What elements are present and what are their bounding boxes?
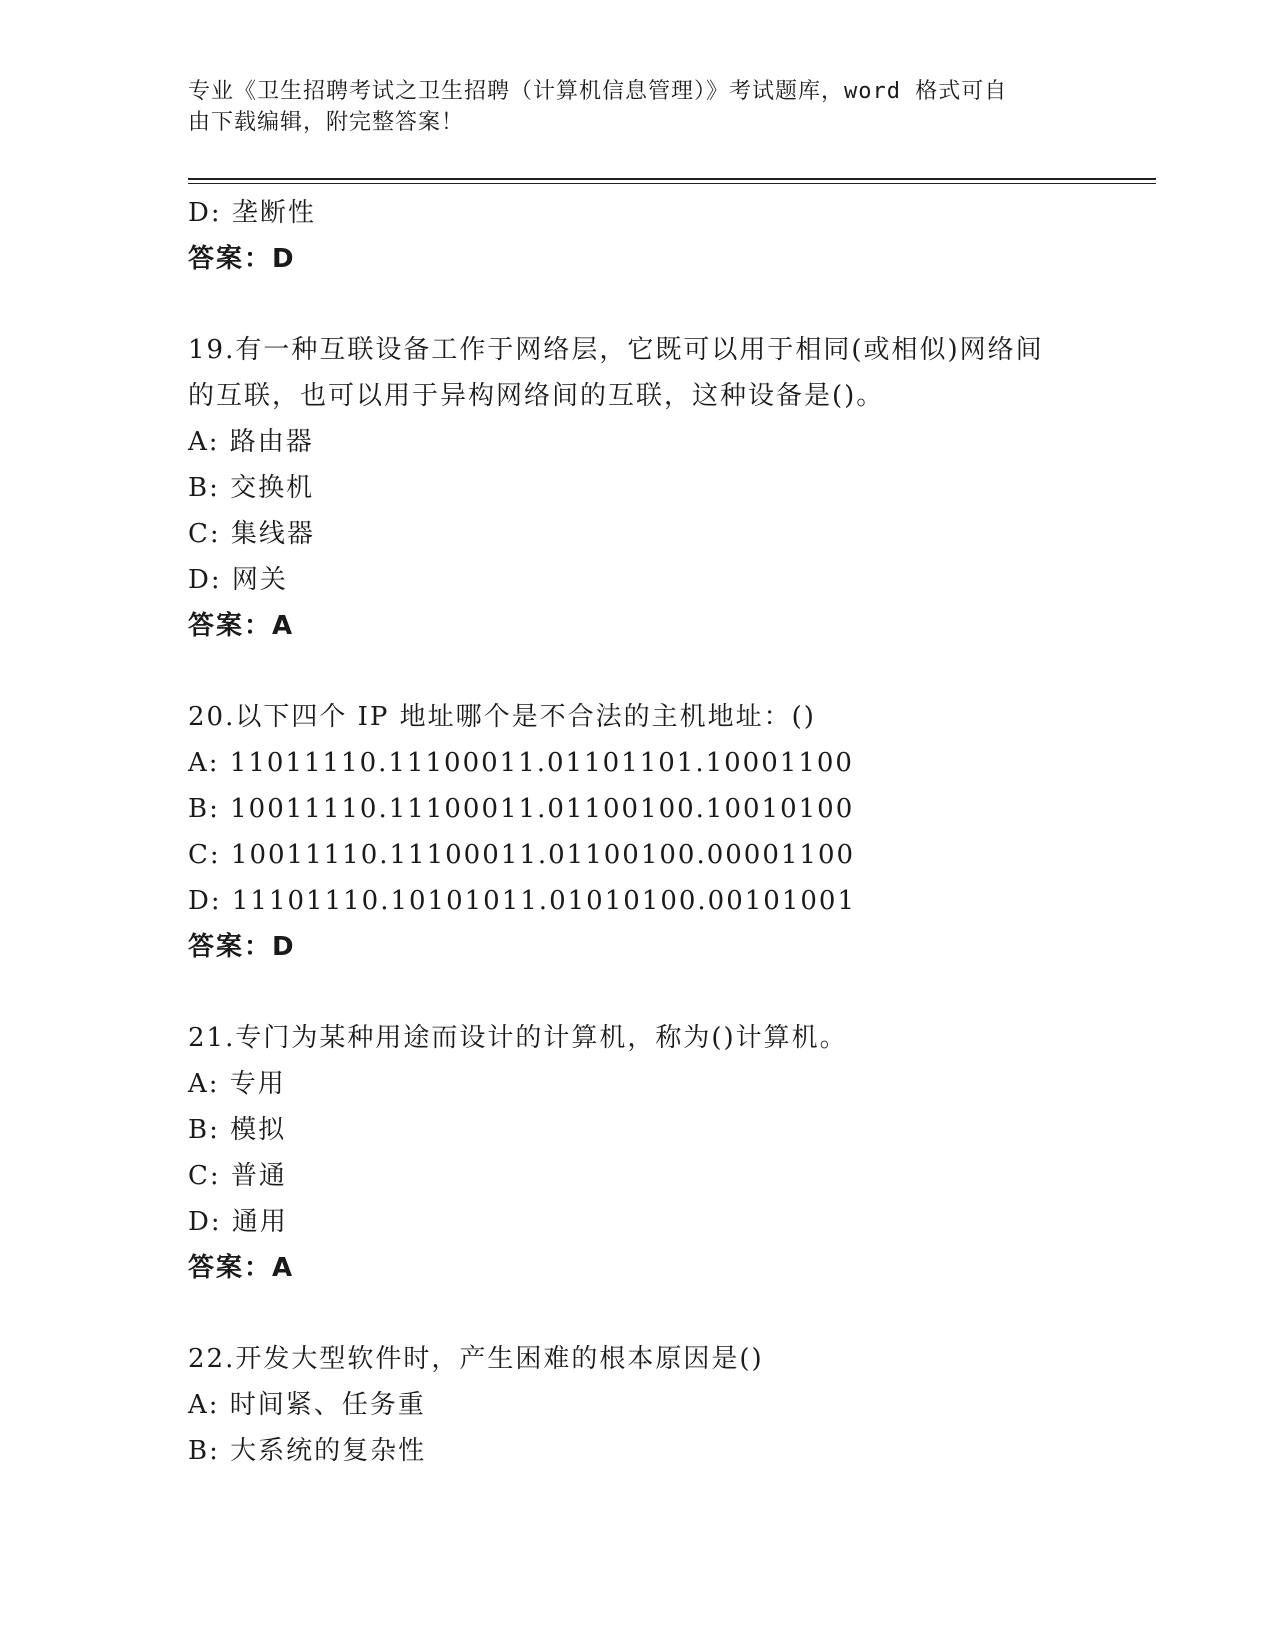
option-c: C: 10011110.11100011.01100100.00001100 [188, 840, 856, 870]
spacer [188, 970, 1148, 1015]
option-a: A: 11011110.11100011.01101101.10001100 [188, 748, 854, 778]
option-c: C: 集线器 [188, 519, 315, 549]
answer: 答案：D [188, 932, 296, 962]
question-stem: 20.以下四个 IP 地址哪个是不合法的主机地址：() [188, 702, 816, 732]
question-stem: 19.有一种互联设备工作于网络层，它既可以用于相同(或相似)网络间 [188, 335, 1044, 365]
option-a: A: 时间紧、任务重 [188, 1390, 426, 1420]
spacer [188, 1291, 1148, 1336]
question-stem: 21.专门为某种用途而设计的计算机，称为()计算机。 [188, 1023, 848, 1053]
prev-option-d: D: 垄断性 [188, 198, 316, 228]
option-b: B: 模拟 [188, 1115, 287, 1145]
spacer [188, 649, 1148, 694]
option-b: B: 交换机 [188, 473, 315, 503]
answer: 答案：A [188, 1253, 295, 1283]
question-stem-continued: 的互联，也可以用于异构网络间的互联，这种设备是()。 [188, 381, 885, 411]
header-line-2: 由下载编辑，附完整答案！ [188, 110, 465, 135]
option-a: A: 专用 [188, 1069, 286, 1099]
header-line-1: 专业《卫生招聘考试之卫生招聘（计算机信息管理）》考试题库，word 格式可自 [188, 79, 1008, 104]
option-b: B: 10011110.11100011.01100100.10010100 [188, 794, 855, 824]
question-19 [188, 327, 1148, 649]
option-d: D: 通用 [188, 1207, 288, 1237]
question-22 [188, 1336, 1148, 1474]
question-20 [188, 694, 1148, 970]
spacer [188, 282, 1148, 327]
document-header [188, 76, 1088, 138]
option-c: C: 普通 [188, 1161, 287, 1191]
option-b: B: 大系统的复杂性 [188, 1436, 427, 1466]
option-d: D: 网关 [188, 565, 288, 595]
prev-answer: 答案：D [188, 244, 296, 274]
option-a: A: 路由器 [188, 427, 314, 457]
answer: 答案：A [188, 611, 295, 641]
question-21 [188, 1015, 1148, 1291]
header-divider-thin [188, 183, 1156, 184]
question-list [188, 190, 1148, 1474]
option-d: D: 11101110.10101011.01010100.00101001 [188, 886, 857, 916]
header-divider-thick [188, 178, 1156, 180]
question-stem: 22.开发大型软件时，产生困难的根本原因是() [188, 1344, 764, 1374]
